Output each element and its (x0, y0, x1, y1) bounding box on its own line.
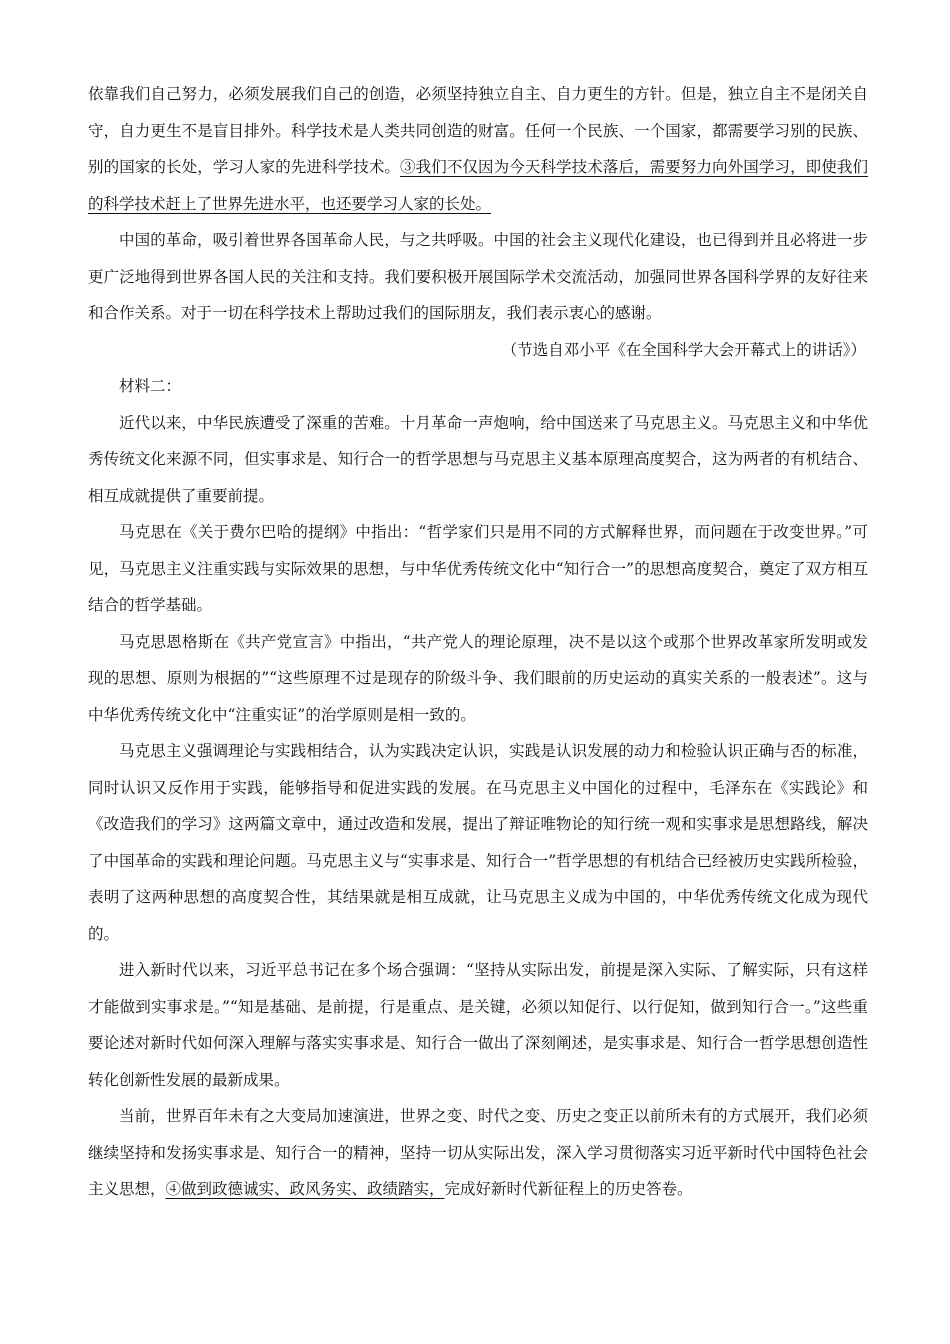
paragraph-3: 近代以来，中华民族遭受了深重的苦难。十月革命一声炮响，给中国送来了马克思主义。马克思主义和中华优秀传统文化来源不同，但实事求是、知行合一的哲学思想与马克思主义基本原理高度契合，这为两者的有机结合、相互成就提供了重要前提。 (88, 413, 868, 505)
paragraph-8-tail: 完成好新时代新征程上的历史答卷。 (444, 1180, 693, 1198)
document-page (88, 76, 868, 1208)
paragraph-6: 马克思主义强调理论与实践相结合，认为实践决定认识，实践是认识发展的动力和检验认识正确与否的标准，同时认识又反作用于实践，能够指导和促进实践的发展。在马克思主义中国化的过程中，毛泽东在《实践论》和《改造我们的学习》这两篇文章中，通过改造和发展，提出了辩证唯物论的知行统一观和实事求是思想路线，解决了中国革命的实践和理论问题。马克思主义与“实事求是、知行合一”哲学思想的有机结合已经被历史实践所检验，表明了这两种思想的高度契合性，其结果就是相互成就，让马克思主义成为中国的，中华优秀传统文化成为现代的。 (88, 742, 868, 943)
material-2-label: 材料二： (119, 377, 182, 395)
paragraph-5: 马克思恩格斯在《共产党宣言》中指出，“共产党人的理论原理，决不是以这个或那个世界改革家所发明或发现的思想、原则为根据的”“这些原理不过是现存的阶级斗争、我们眼前的历史运动的真实关系的一般表述”。这与中华优秀传统文化中“注重实证”的治学原则是相一致的。 (88, 632, 868, 724)
source-citation: （节选自邓小平《在全国科学大会开幕式上的讲话》） (501, 340, 866, 359)
paragraph-4: 马克思在《关于费尔巴哈的提纲》中指出：“哲学家们只是用不同的方式解释世界，而问题在于改变世界。”可见，马克思主义注重实践与实际效果的思想，与中华优秀传统文化中“知行合一”的思想高度契合，奠定了双方相互结合的哲学基础。 (88, 523, 868, 614)
paragraph-2: 中国的革命，吸引着世界各国革命人民，与之共呼吸。中国的社会主义现代化建设，也已得到并且必将进一步更广泛地得到世界各国人民的关注和支持。我们要积极开展国际学术交流活动，加强同世界各国科学界的友好往来和合作关系。对于一切在科学技术上帮助过我们的国际朋友，我们表示衷心的感谢。 (88, 231, 868, 322)
paragraph-8-text: 当前，世界百年未有之大变局加速演进，世界之变、时代之变、历史之变正以前所未有的方式展开，我们必须继续坚持和发扬实事求是、知行合一的精神，坚持一切从实际出发，深入学习贯彻落实习近平新时代中国特色社会主义思想， (88, 1107, 868, 1198)
underlined-sentence-4: ④做到政德诚实、政风务实、政绩踏实， (165, 1180, 445, 1198)
underlined-sentence-3: ③我们不仅因为今天科学技术落后，需要努力向外国学习，即使我们的科学技术赶上了世界先进水平，也还要学习人家的长处。 (88, 158, 868, 213)
paragraph-1 (88, 76, 868, 222)
paragraph-8 (88, 1098, 868, 1208)
paragraph-1-text: 依靠我们自己努力，必须发展我们自己的创造，必须坚持独立自主、自力更生的方针。但是，独立自主不是闭关自守，自力更生不是盲目排外。科学技术是人类共同创造的财富。任何一个民族、一个国家，都需要学习别的民族、别的国家的长处，学习人家的先进科学技术。 (88, 85, 868, 176)
paragraph-7: 进入新时代以来，习近平总书记在多个场合强调：“坚持从实际出发，前提是深入实际、了解实际，只有这样才能做到实事求是。”“知是基础、是前提，行是重点、是关键，必须以知促行、以行促知，做到知行合一。”这些重要论述对新时代如何深入理解与落实实事求是、知行合一做出了深刻阐述，是实事求是、知行合一哲学思想创造性转化创新性发展的最新成果。 (88, 961, 868, 1089)
